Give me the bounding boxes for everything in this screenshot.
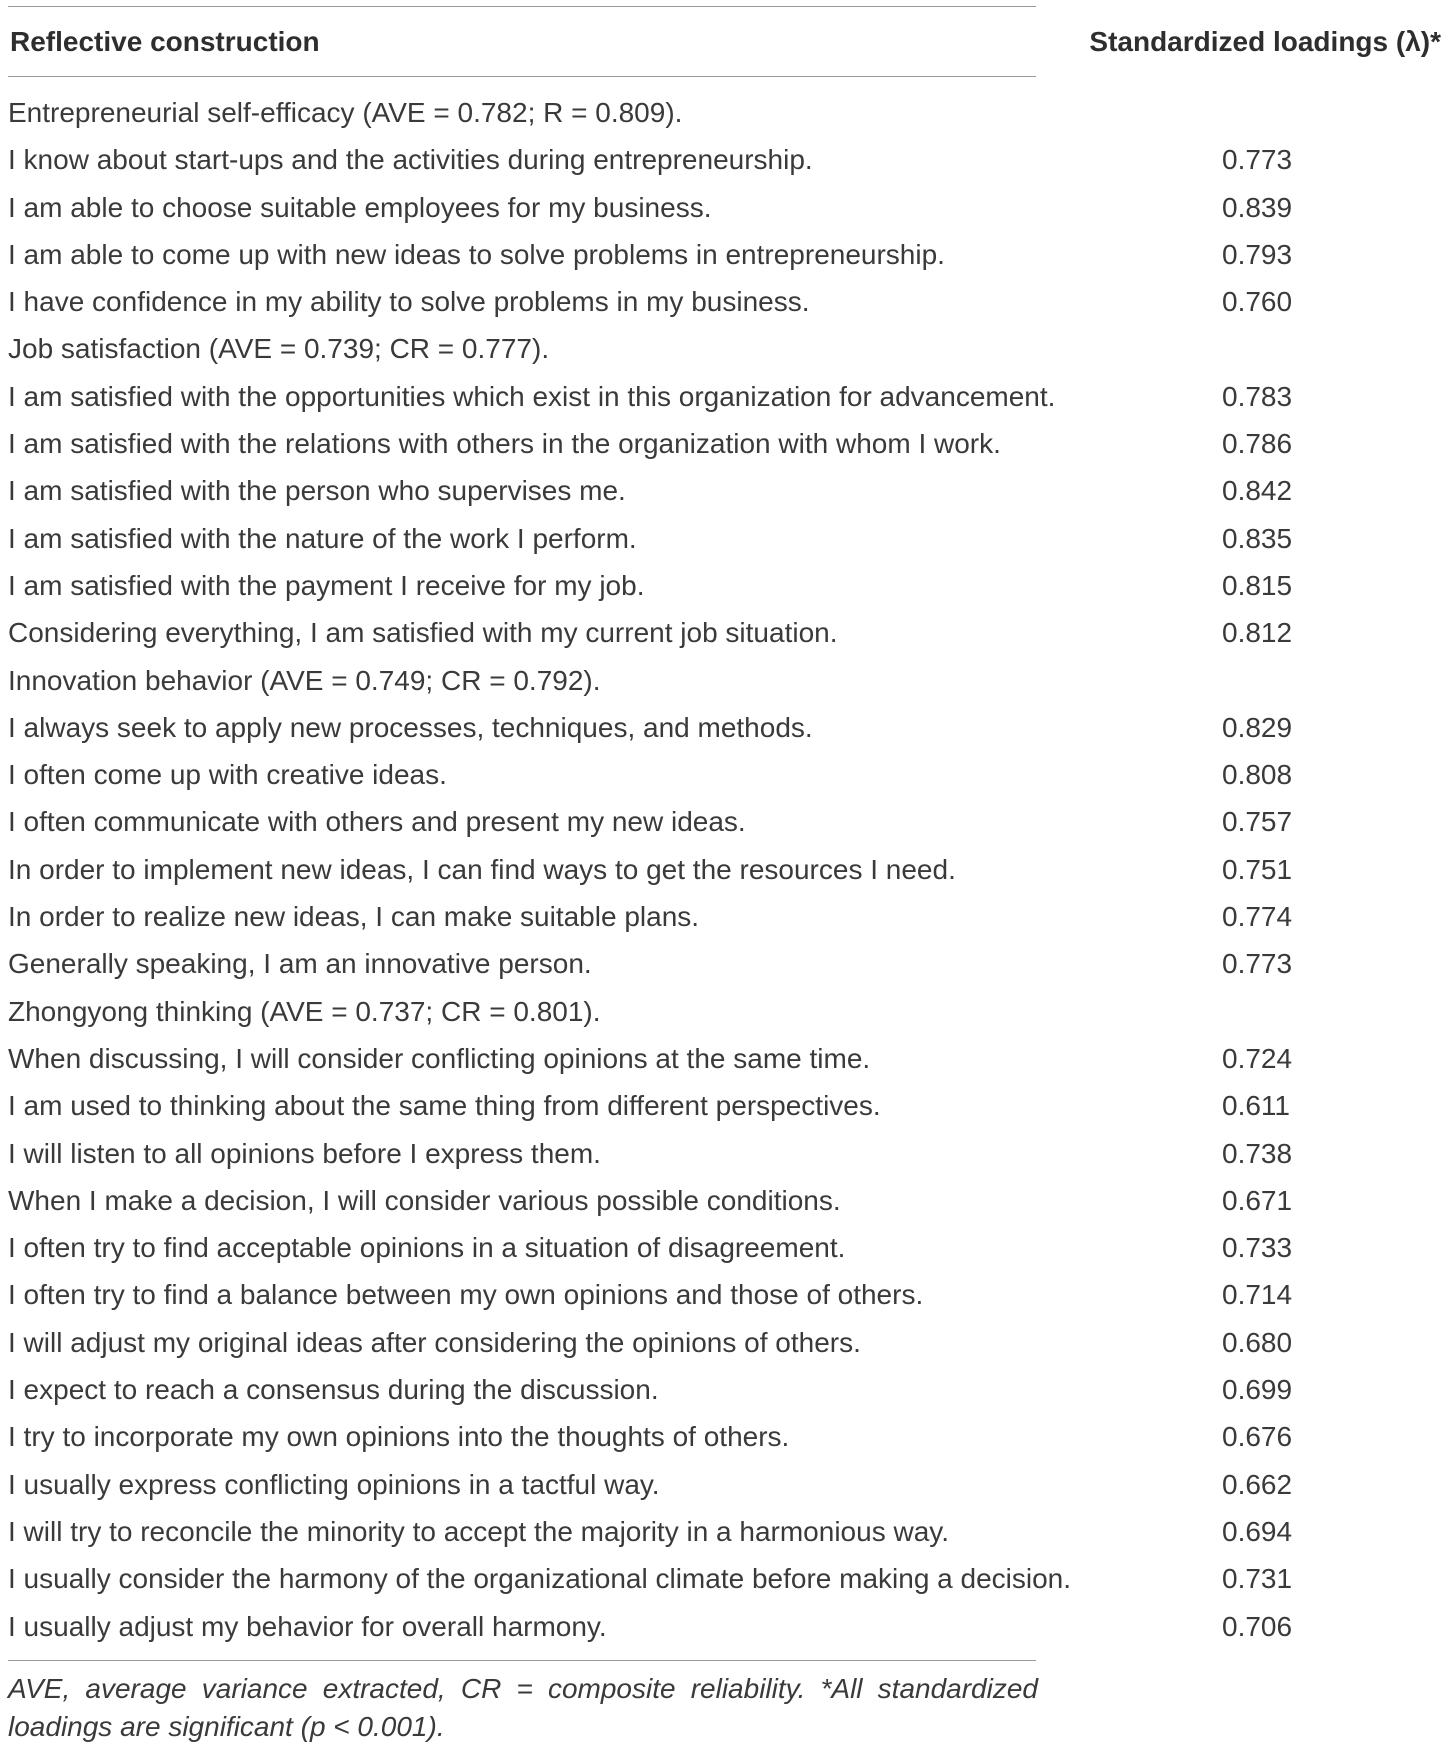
item-statement: I often communicate with others and present my new ideas. <box>8 806 746 838</box>
table-row <box>0 1414 1449 1461</box>
loading-value: 0.842 <box>1222 475 1293 507</box>
table-row <box>0 1272 1449 1319</box>
table-row <box>0 563 1449 610</box>
table-footnote: AVE, average variance extracted, CR = composite reliability. *All standardized loadings are significant (p < 0.001). <box>8 1673 1038 1742</box>
table-row <box>0 1225 1449 1272</box>
item-statement: When I make a decision, I will consider various possible conditions. <box>8 1184 841 1216</box>
loading-value: 0.738 <box>1222 1137 1293 1169</box>
loading-value: 0.733 <box>1222 1232 1293 1264</box>
item-statement: I will listen to all opinions before I express them. <box>8 1137 601 1169</box>
loading-value: 0.835 <box>1222 522 1293 554</box>
construct-heading: Entrepreneurial self-efficacy (AVE = 0.782; R = 0.809). <box>8 97 683 128</box>
item-statement: I usually adjust my behavior for overall harmony. <box>8 1610 607 1642</box>
item-statement: I always seek to apply new processes, techniques, and methods. <box>8 711 813 743</box>
loading-value: 0.774 <box>1222 901 1293 933</box>
loading-value: 0.793 <box>1222 238 1293 270</box>
item-statement: I often come up with creative ideas. <box>8 759 447 791</box>
construct-heading-row <box>0 989 1449 1036</box>
table-row <box>0 1178 1449 1225</box>
table-row <box>0 1462 1449 1509</box>
loading-value: 0.662 <box>1222 1468 1293 1500</box>
table-row <box>0 941 1449 988</box>
table-row <box>0 1320 1449 1367</box>
item-statement: Considering everything, I am satisfied with my current job situation. <box>8 617 838 649</box>
loading-value: 0.611 <box>1222 1090 1290 1122</box>
item-statement: I often try to find a balance between my own opinions and those of others. <box>8 1279 924 1311</box>
loading-value: 0.731 <box>1222 1563 1293 1595</box>
table-row <box>0 1509 1449 1556</box>
table-row <box>0 279 1449 326</box>
table-top-rule <box>8 6 1036 7</box>
loading-value: 0.815 <box>1222 569 1293 601</box>
loading-value: 0.671 <box>1222 1184 1293 1216</box>
loading-value: 0.812 <box>1222 617 1293 649</box>
loading-value: 0.699 <box>1222 1374 1293 1406</box>
table-row <box>0 468 1449 515</box>
table-row <box>0 1367 1449 1414</box>
item-statement: I often try to find acceptable opinions in a situation of disagreement. <box>8 1232 846 1264</box>
loading-value: 0.724 <box>1222 1042 1293 1074</box>
item-statement: I know about start-ups and the activities during entrepreneurship. <box>8 144 813 176</box>
table-row <box>0 894 1449 941</box>
table-row <box>0 137 1449 184</box>
item-statement: I am able to choose suitable employees for my business. <box>8 191 712 223</box>
table-header <box>0 22 1449 62</box>
construct-heading-row <box>0 326 1449 373</box>
loading-value: 0.757 <box>1222 806 1293 838</box>
loading-value: 0.694 <box>1222 1515 1293 1547</box>
loading-value: 0.680 <box>1222 1326 1293 1358</box>
construct-heading-row <box>0 90 1449 137</box>
item-statement: I am satisfied with the opportunities which exist in this organization for advancement. <box>8 380 1056 412</box>
loading-value: 0.714 <box>1222 1279 1293 1311</box>
loading-value: 0.839 <box>1222 191 1293 223</box>
table-row <box>0 1131 1449 1178</box>
loading-value: 0.808 <box>1222 759 1293 791</box>
loading-value: 0.751 <box>1222 853 1293 885</box>
loading-value: 0.783 <box>1222 380 1293 412</box>
item-statement: Generally speaking, I am an innovative person. <box>8 948 592 980</box>
loading-value: 0.706 <box>1222 1610 1293 1642</box>
item-statement: I am satisfied with the relations with others in the organization with whom I work. <box>8 428 1001 460</box>
table-row <box>0 610 1449 657</box>
table-row <box>0 799 1449 846</box>
table-bottom-rule <box>8 1660 1036 1661</box>
table-header-rule <box>8 76 1036 77</box>
table-row <box>0 847 1449 894</box>
item-statement: I expect to reach a consensus during the discussion. <box>8 1374 659 1406</box>
loading-value: 0.773 <box>1222 144 1293 176</box>
table-row <box>0 752 1449 799</box>
item-statement: I will try to reconcile the minority to accept the majority in a harmonious way. <box>8 1515 949 1547</box>
table-body <box>0 90 1449 1651</box>
table-row <box>0 1083 1449 1130</box>
item-statement: In order to realize new ideas, I can make suitable plans. <box>8 901 700 933</box>
table-row <box>0 1604 1449 1651</box>
construct-heading: Job satisfaction (AVE = 0.739; CR = 0.777). <box>8 333 550 365</box>
item-statement: I usually consider the harmony of the organizational climate before making a decision. <box>8 1563 1072 1595</box>
construct-heading: Zhongyong thinking (AVE = 0.737; CR = 0.801). <box>8 995 601 1027</box>
construct-heading-row <box>0 658 1449 705</box>
column-header-construction: Reflective construction <box>10 26 320 57</box>
column-header-loadings: Standardized loadings (λ)* <box>1089 26 1441 57</box>
table-row <box>0 185 1449 232</box>
item-statement: In order to implement new ideas, I can find ways to get the resources I need. <box>8 853 956 885</box>
item-statement: I am satisfied with the nature of the work I perform. <box>8 522 637 554</box>
table-row <box>0 1556 1449 1603</box>
item-statement: I have confidence in my ability to solve problems in my business. <box>8 286 810 318</box>
table-row <box>0 705 1449 752</box>
item-statement: I am satisfied with the payment I receive for my job. <box>8 569 645 601</box>
loading-value: 0.676 <box>1222 1421 1293 1453</box>
item-statement: When discussing, I will consider conflicting opinions at the same time. <box>8 1042 871 1074</box>
item-statement: I will adjust my original ideas after considering the opinions of others. <box>8 1326 861 1358</box>
item-statement: I am satisfied with the person who supervises me. <box>8 475 626 507</box>
item-statement: I am used to thinking about the same thing from different perspectives. <box>8 1090 881 1122</box>
table-row <box>0 516 1449 563</box>
table-row <box>0 374 1449 421</box>
loading-value: 0.829 <box>1222 711 1293 743</box>
table-row <box>0 1036 1449 1083</box>
item-statement: I try to incorporate my own opinions into the thoughts of others. <box>8 1421 790 1453</box>
loading-value: 0.760 <box>1222 286 1293 318</box>
item-statement: I am able to come up with new ideas to solve problems in entrepreneurship. <box>8 238 945 270</box>
table-row <box>0 421 1449 468</box>
loading-value: 0.773 <box>1222 948 1293 980</box>
construct-heading: Innovation behavior (AVE = 0.749; CR = 0.792). <box>8 664 601 696</box>
table-row <box>0 232 1449 279</box>
item-statement: I usually express conflicting opinions in a tactful way. <box>8 1468 660 1500</box>
loading-value: 0.786 <box>1222 428 1293 460</box>
